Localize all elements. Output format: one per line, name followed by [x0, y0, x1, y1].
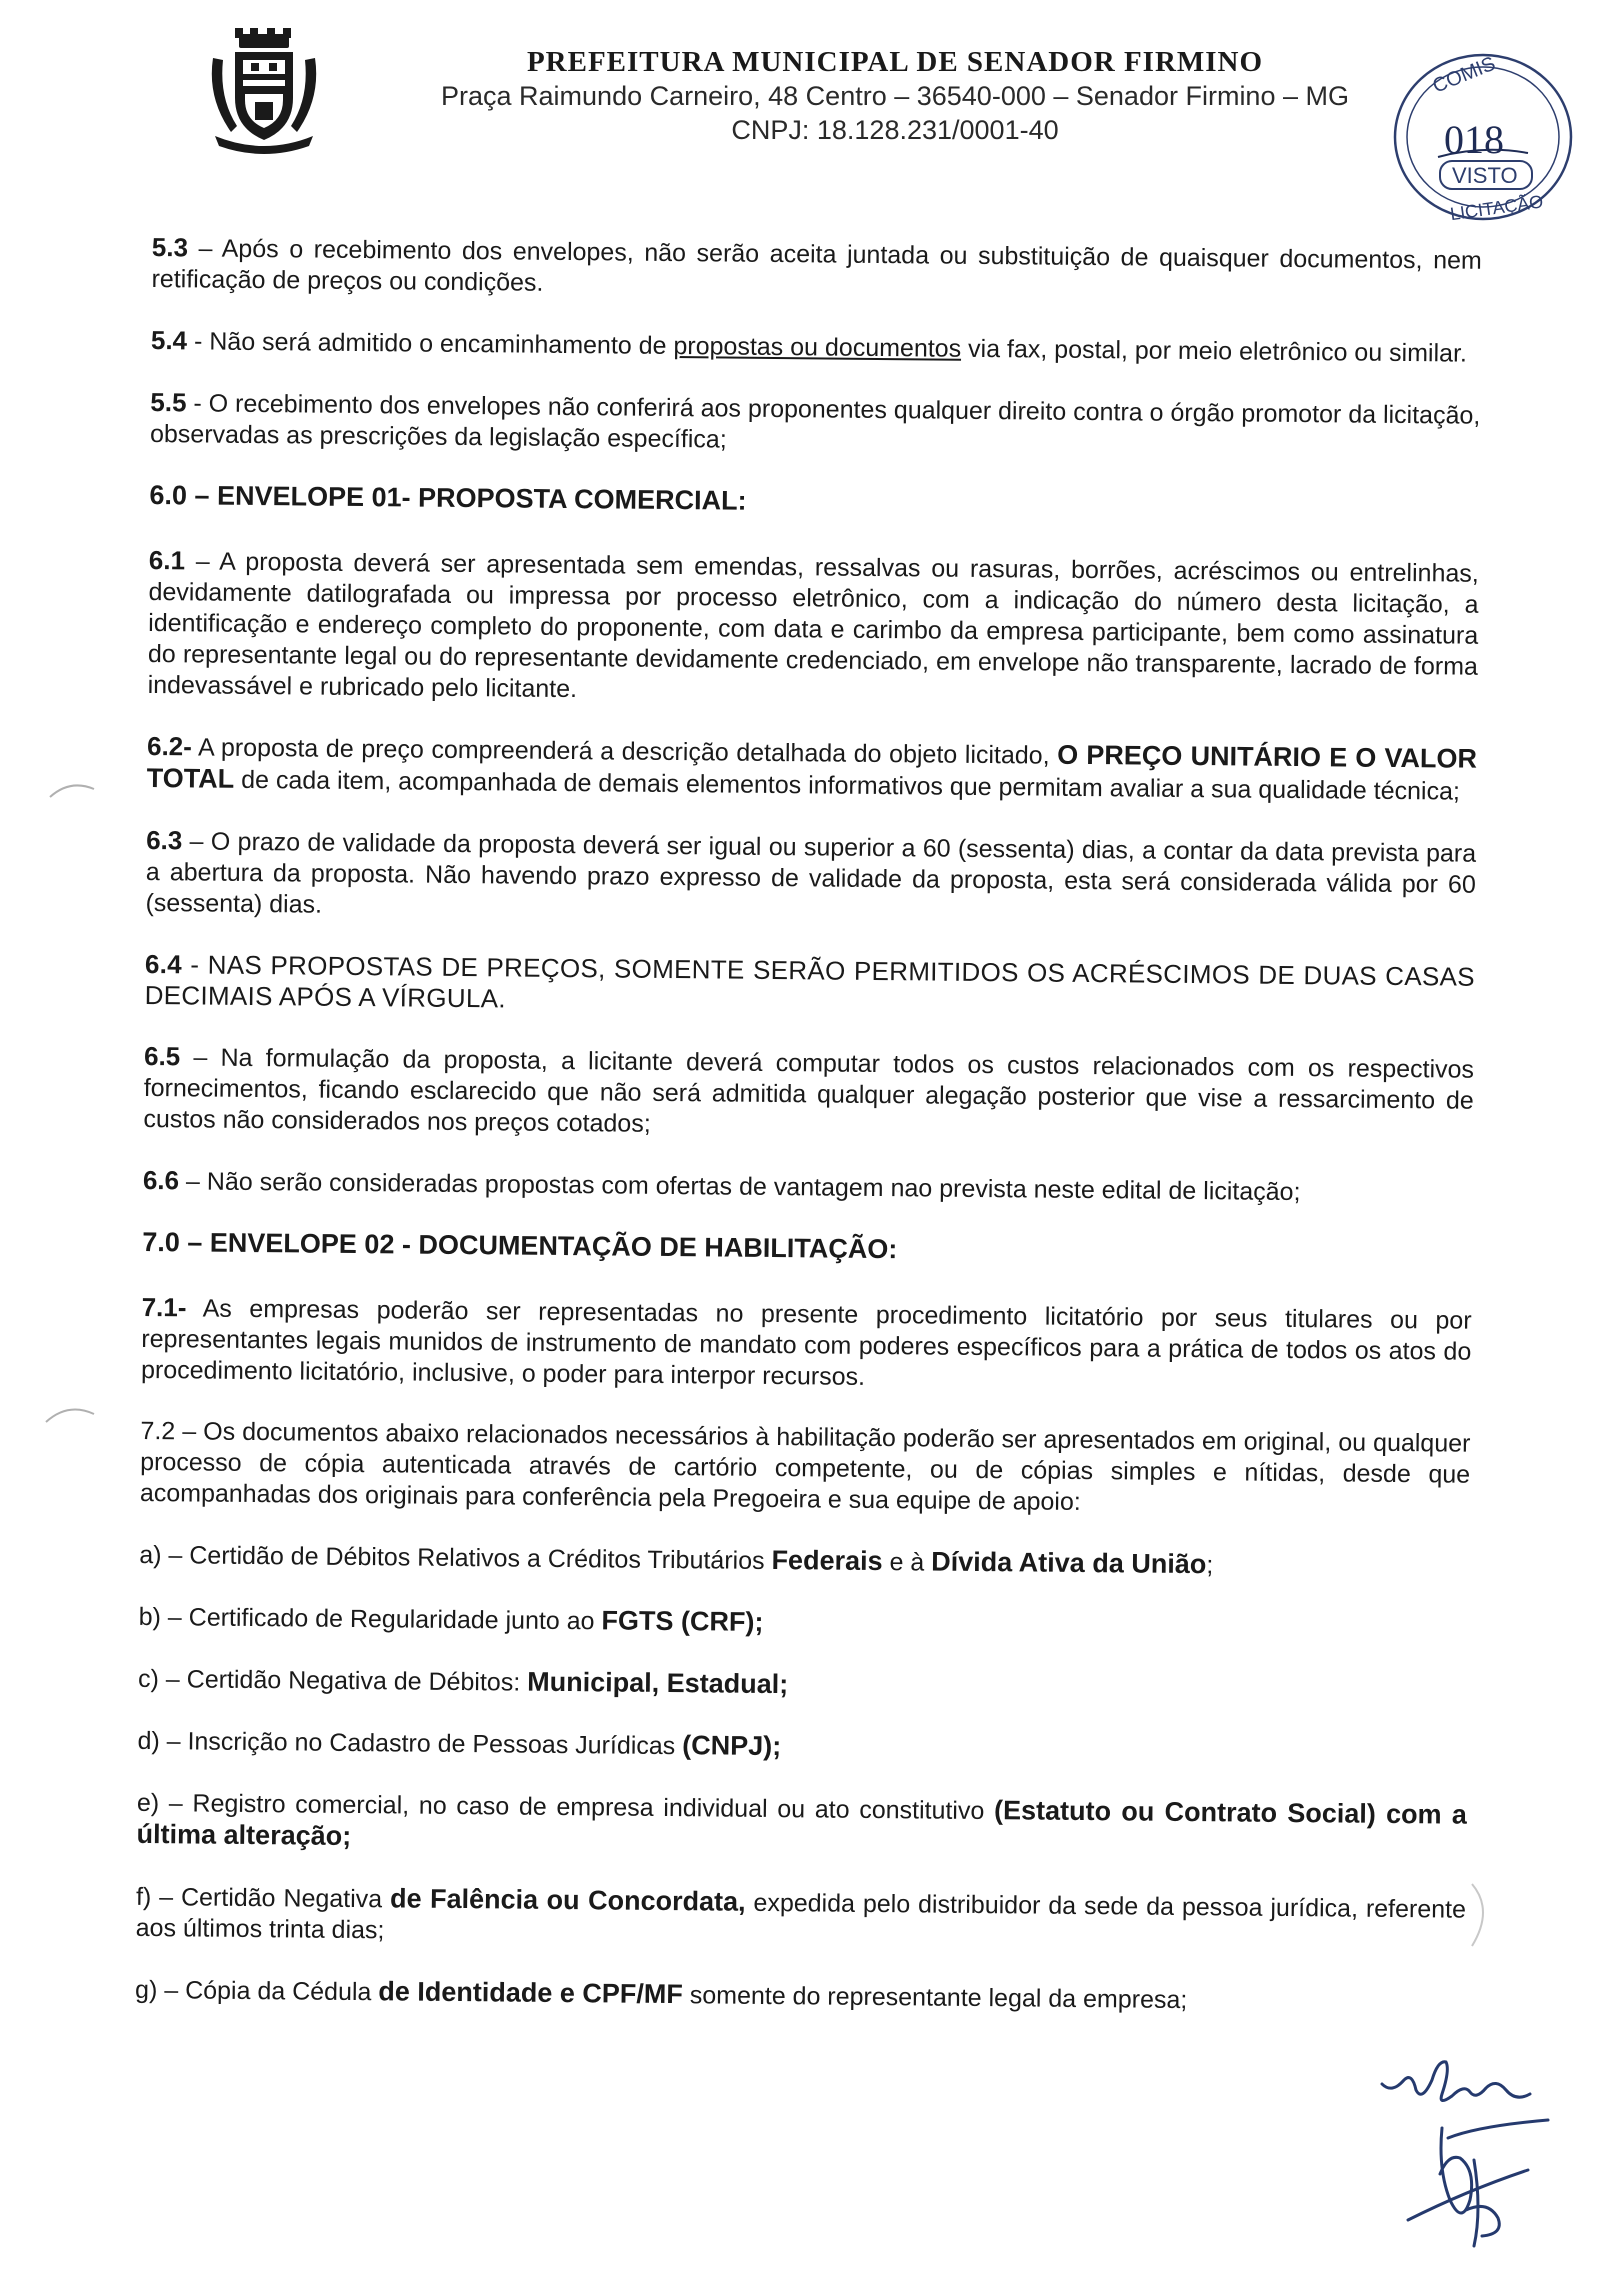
clause-5-4	[151, 325, 1481, 370]
list-item-d	[137, 1725, 1467, 1770]
clause-5-5	[150, 387, 1481, 463]
item-text: b) – Certificado de Regularidade junto ao	[138, 1602, 602, 1636]
stamp-bottom-text: LICITAÇÃO	[1448, 191, 1545, 225]
list-item-e	[136, 1787, 1467, 1864]
clause-text: de cada item, acompanhada de demais elementos informativos que permitam avaliar a sua qualidade técnica;	[234, 765, 1461, 806]
clause-text: – A proposta deverá ser apresentada sem emendas, ressalvas ou rasuras, borrões, acréscimos ou entrelinhas, devidamente datilografada ou impressa por processo eletrônico, com a indicação do número desta licitação, a identificação e endereço completo do proponente, com data e carimbo da empresa participante, bem como assinatura do representante legal ou do representante devidamente credenciado, em envelope não transparente, lacrado de forma indevassável e rubricado pelo licitante.	[147, 547, 1479, 704]
org-address: Praça Raimundo Carneiro, 48 Centro – 36540-000 – Senador Firmino – MG	[441, 81, 1349, 111]
clause-text: A proposta de preço compreenderá a descrição detalhada do objeto licitado,	[191, 733, 1058, 770]
bold-text: de Falência ou Concordata,	[389, 1883, 746, 1917]
item-text: c) – Certidão Negativa de Débitos:	[137, 1664, 528, 1697]
clause-text: - O recebimento dos envelopes não conferirá aos proponentes qualquer direito contra o órgão promotor da licitação, observadas as prescrições da legislação específica;	[149, 389, 1481, 454]
clause-7-1	[141, 1292, 1472, 1399]
item-text: e à	[882, 1548, 932, 1577]
bold-text: Dívida Ativa da União	[931, 1546, 1207, 1580]
item-text: g) – Cópia da Cédula	[134, 1975, 379, 2007]
bold-text: de Identidade e CPF/MF	[378, 1976, 684, 2010]
clause-number: 6.6	[142, 1164, 180, 1196]
section-heading-7: 7.0 – ENVELOPE 02 - DOCUMENTAÇÃO DE HABILITAÇÃO:	[142, 1226, 898, 1265]
list-item-g	[135, 1974, 1465, 2019]
commission-stamp	[1378, 45, 1578, 225]
item-text: expedida pelo distribuidor da sede da pessoa jurídica, referente aos últimos trinta dias;	[135, 1888, 1467, 1945]
item-text: f) – Certidão Negativa	[135, 1882, 391, 1914]
clause-6-4	[145, 949, 1476, 1024]
bold-text: Municipal, Estadual;	[527, 1666, 789, 1700]
item-text: a) – Certidão de Débitos Relativos a Créditos Tributários	[139, 1540, 772, 1576]
item-text: e) – Registro comercial, no caso de empresa individual ou ato constitutivo	[136, 1788, 995, 1826]
item-text: ;	[1206, 1551, 1214, 1580]
bold-text: O PREÇO UNITÁRIO E O VALOR TOTAL	[146, 739, 1478, 794]
clause-number: 6.5	[143, 1040, 181, 1072]
margin-mark	[1468, 1880, 1498, 1950]
clause-6-3	[145, 825, 1476, 932]
clause-text: via fax, postal, por meio eletrônico ou similar.	[961, 334, 1468, 368]
clause-text: – O prazo de validade da proposta deverá ser igual ou superior a 60 (sessenta) dias, a contar da data prevista para a abertura da proposta. Não havendo prazo expresso de validade da proposta, esta será considerada válida por 60 (sessenta) dias.	[145, 827, 1477, 919]
clause-number: 5.5	[150, 386, 187, 418]
coat-of-arms-logo	[205, 28, 323, 156]
margin-mark	[44, 1398, 98, 1428]
item-text: d) – Inscrição no Cadastro de Pessoas Jurídicas	[137, 1726, 683, 1761]
org-name: PREFEITURA MUNICIPAL DE SENADOR FIRMINO	[526, 46, 1264, 78]
clause-number: 7.1-	[141, 1291, 187, 1323]
stamp-number: 018	[1444, 117, 1504, 162]
bold-text: FGTS (CRF);	[601, 1605, 764, 1637]
item-text: somente do representante legal da empresa;	[682, 1981, 1188, 2015]
stamp-middle-text: VISTO	[1452, 163, 1518, 188]
clause-text: - Não será admitido o encaminhamento de	[186, 327, 674, 361]
bold-text: (CNPJ);	[682, 1730, 782, 1762]
clause-number: 6.2-	[146, 730, 193, 762]
clause-text: – Após o recebimento dos envelopes, não serão aceita juntada ou substituição de quaisquer documentos, nem retificação de preços ou condições.	[151, 234, 1482, 297]
clause-7-2: 7.2 – Os documentos abaixo relacionados necessários à habilitação poderão ser apresentados em original, ou qualquer processo de cópia autenticada através de cartório competente, ou de cópias simples e nítidas, desde que acompanhadas dos originais para conferência pela Pregoeira e sua equipe de apoio:	[139, 1416, 1471, 1516]
list-item-b	[139, 1601, 1469, 1646]
section-heading-6: 6.0 – ENVELOPE 01- PROPOSTA COMERCIAL:	[149, 479, 747, 516]
clause-text: As empresas poderão ser representadas no presente procedimento licitatório por seus titulares ou por representantes legais munidos de instrumento de mandato com poderes específicos para a prática de todos os atos do procedimento licitatório, inclusive, o poder para interpor recursos.	[140, 1294, 1472, 1391]
bold-text: (Estatuto ou Contrato Social) com a última alteração;	[136, 1795, 1468, 1851]
clause-number: 6.4	[144, 948, 183, 980]
clause-number: 6.1	[148, 544, 186, 576]
list-item-a	[139, 1539, 1469, 1584]
clause-6-5	[143, 1041, 1474, 1148]
underlined-text: propostas ou documentos	[673, 332, 962, 363]
clause-number: 5.4	[150, 324, 188, 356]
handwritten-signature	[1378, 2050, 1568, 2260]
margin-mark	[48, 775, 98, 805]
document-body	[135, 232, 1482, 2049]
clause-6-1	[147, 545, 1478, 714]
clause-number: 6.3	[146, 824, 183, 856]
clause-number: 5.3	[151, 232, 189, 263]
clause-5-3	[151, 232, 1482, 308]
clause-6-6	[143, 1165, 1473, 1210]
clause-text: – Na formulação da proposta, a licitante deverá computar todos os custos relacionados com os respectivos fornecimentos, ficando esclarecido que não será admitida qualquer alegação posterior que vise a ressarcimento de custos não considerados nos preços cotados;	[143, 1043, 1475, 1138]
bold-text: Federais	[771, 1545, 883, 1577]
list-item-f	[136, 1881, 1467, 1957]
stamp-top-text: COMIS	[1429, 52, 1499, 98]
list-item-c	[138, 1663, 1468, 1708]
letterhead	[420, 45, 1370, 147]
org-cnpj: CNPJ: 18.128.231/0001-40	[731, 115, 1059, 145]
clause-6-2	[147, 731, 1478, 808]
clause-text: – Não serão consideradas propostas com ofertas de vantagem nao prevista neste edital de licitação;	[178, 1167, 1301, 1207]
clause-text: - NAS PROPOSTAS DE PREÇOS, SOMENTE SERÃO PERMITIDOS OS ACRÉSCIMOS DE DUAS CASAS DECIMAIS APÓS A VÍRGULA.	[144, 949, 1476, 1014]
